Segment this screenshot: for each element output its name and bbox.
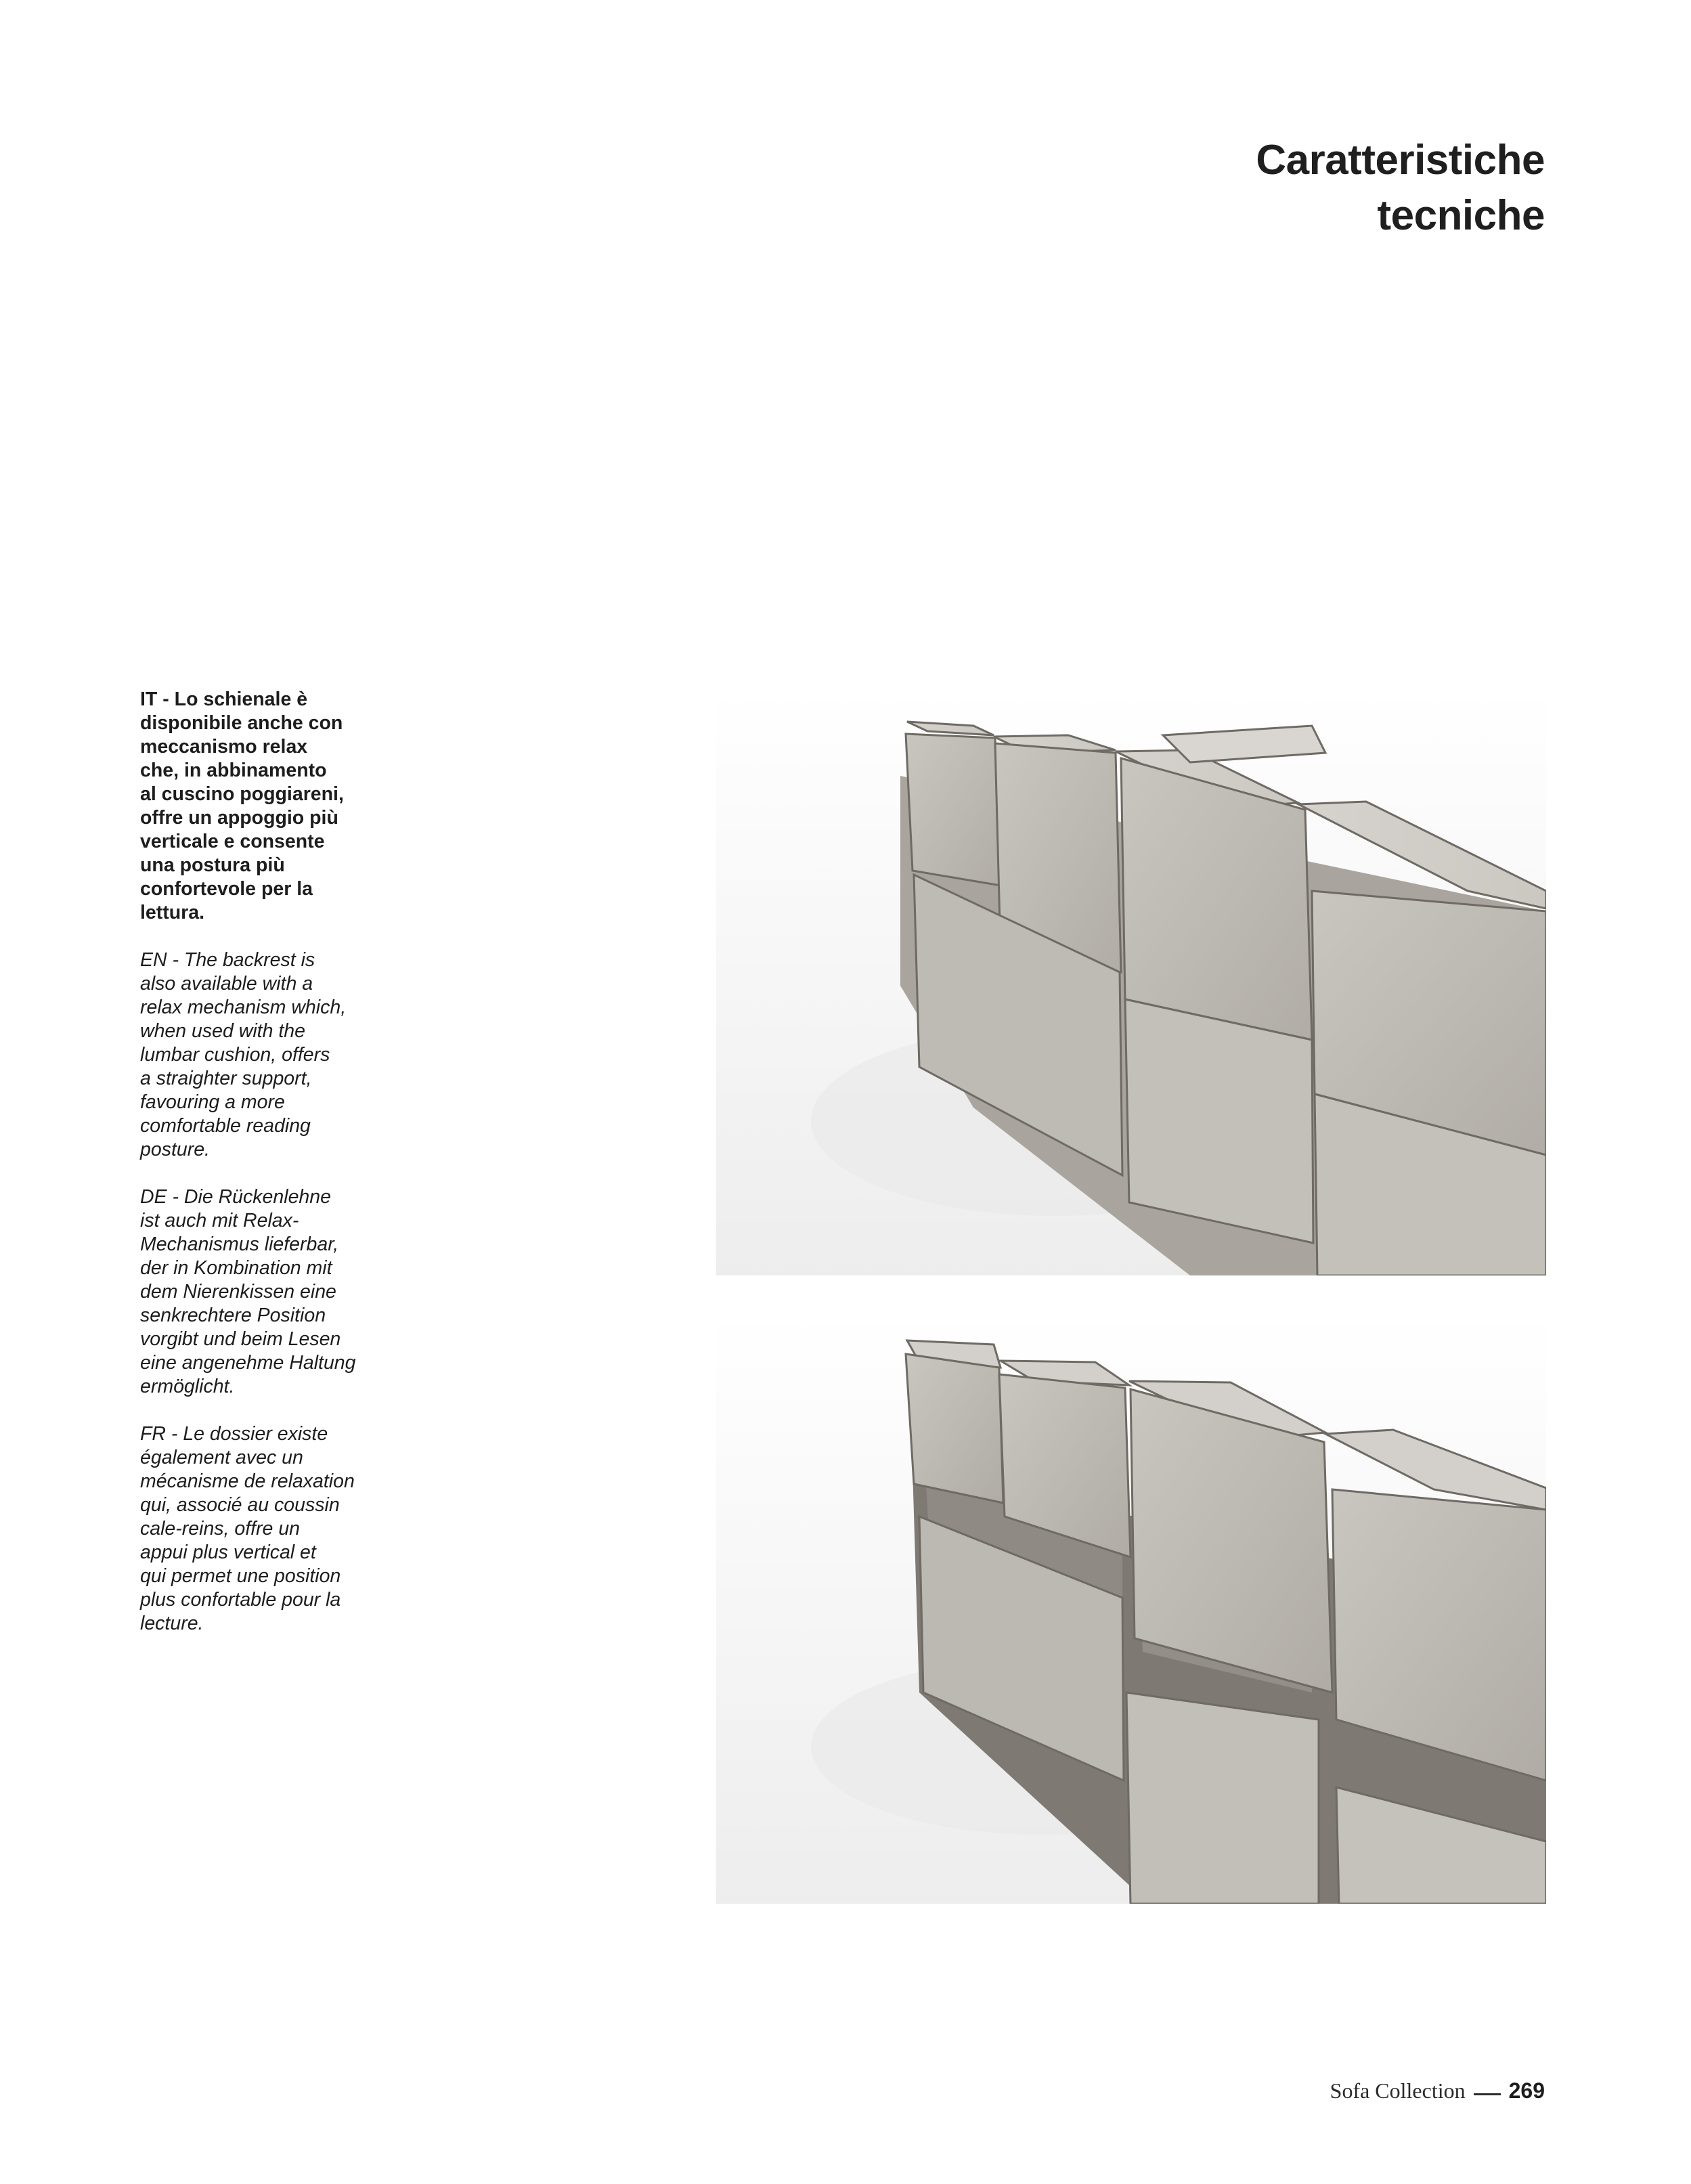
description-column [140,688,397,1659]
description-english: EN - The backrest is also available with a relax mechanism which, when used with the lumbar cushion, offers a straighter support, favouring a more comfortable reading posture. [140,949,347,1160]
description-italian: IT - Lo schienale è disponibile anche con meccanismo relax che, in abbinamento al cuscino poggiareni, offre un appoggio più verticale e consente una postura più confortevole per la lettura. [140,689,344,923]
footer-page-number: 269 [1508,2078,1545,2103]
sofa-photo-standard-backrest [716,688,1546,1275]
description-german: DE - Die Rückenlehne ist auch mit Relax- Mechanismus lieferbar, der in Kombination mit dem Nierenkissen eine senkrechtere Position vorgibt und beim Lesen eine angenehme Haltung ermöglicht. [140,1186,356,1397]
sofa-photo-relax-backrest [716,1313,1546,1904]
page-title-line-2: tecniche [1377,192,1545,239]
footer-divider [1474,2093,1501,2095]
sofa-standard-illustration [716,688,1546,1275]
page-footer [1330,2078,1545,2105]
sofa-relax-illustration [716,1313,1546,1904]
page-title-line-1: Caratteristiche [1256,137,1545,183]
description-french: FR - Le dossier existe également avec un mécanisme de relaxation qui, associé au coussin cale-reins, offre un appui plus vertical et qui permet une position plus confortable pour la lecture. [140,1423,355,1634]
page-title [1256,133,1545,244]
footer-collection-name: Sofa Collection [1330,2078,1466,2103]
